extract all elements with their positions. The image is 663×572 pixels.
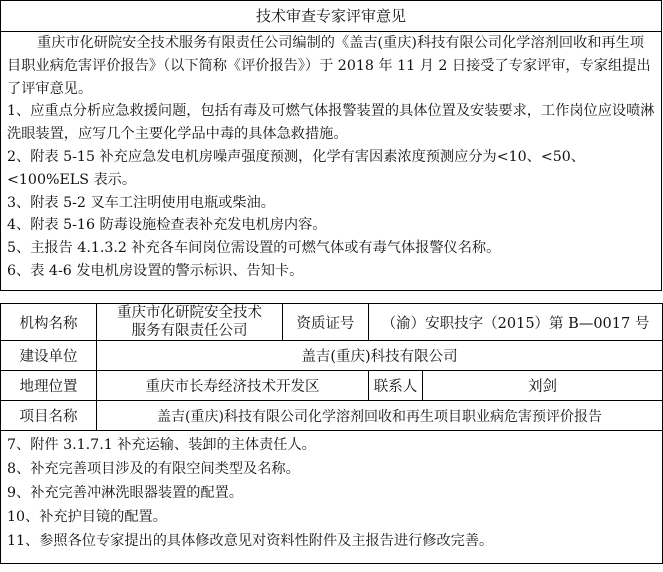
org-value <box>97 304 283 341</box>
cert-label: 资质证号 <box>283 304 369 341</box>
review-item: 9、补充完善冲淋洗眼器装置的配置。 <box>7 485 244 501</box>
info-table <box>0 303 663 564</box>
contact-label: 联系人 <box>369 371 423 401</box>
builder-label: 建设单位 <box>1 341 97 371</box>
org-value-line2: 服务有限责任公司 <box>131 323 248 339</box>
builder-value: 盖吉(重庆)科技有限公司 <box>97 341 663 371</box>
location-value: 重庆市长寿经济技术开发区 <box>97 371 369 401</box>
review-body <box>1 32 662 291</box>
org-label: 机构名称 <box>1 304 97 341</box>
review-item: 6、表 4-6 发电机房设置的警示标识、告知卡。 <box>7 262 304 279</box>
review-item: 11、参照各位专家提出的具体修改意见对资料性附件及主报告进行修改完善。 <box>7 533 494 549</box>
project-value: 盖吉(重庆)科技有限公司化学溶剂回收和再生项目职业病危害预评价报告 <box>97 401 663 431</box>
review-item: 2、附表 5-15 补充应急发电机房噪声强度预测，化学有害因素浓度预测应分为<10、<50、<100%ELS 表示。 <box>7 148 585 188</box>
project-label: 项目名称 <box>1 401 97 431</box>
review-item: 4、附表 5-16 防毒设施检查表补充发电机房内容。 <box>7 217 327 234</box>
contact-value: 刘剑 <box>423 371 663 401</box>
org-value-line1: 重庆市化研院安全技术 <box>117 305 262 321</box>
review-item: 10、补充护目镜的配置。 <box>7 509 167 525</box>
review-item: 3、附表 5-2 叉车工注明使用电瓶或柴油。 <box>7 194 275 211</box>
more-items-cell <box>1 431 663 564</box>
review-intro: 重庆市化研院安全技术服务有限责任公司编制的《盖吉(重庆)科技有限公司化学溶剂回收和再生项目职业病危害评价报告》（以下简称《评价报告》）于 2018 年 11 月 2 日接受了专家评审，专家组提出了评审意见。 <box>7 35 651 97</box>
review-item: 1、应重点分析应急救援问题，包括有毒及可燃气体报警装置的具体位置及安装要求，工作岗位应设喷淋洗眼装置，应写几个主要化学品中毒的具体急救措施。 <box>7 103 655 143</box>
cert-value: （渝）安职技字（2015）第 B—0017 号 <box>369 304 663 341</box>
review-item: 8、补充完善项目涉及的有限空间类型及名称。 <box>7 461 300 477</box>
review-title: 技术审查专家评审意见 <box>1 1 662 32</box>
review-item: 7、附件 3.1.7.1 补充运输、装卸的主体责任人。 <box>7 437 316 453</box>
location-label: 地理位置 <box>1 371 97 401</box>
review-item: 5、主报告 4.1.3.2 补充各车间岗位需设置的可燃气体或有毒气体报警仪名称。 <box>7 240 501 257</box>
